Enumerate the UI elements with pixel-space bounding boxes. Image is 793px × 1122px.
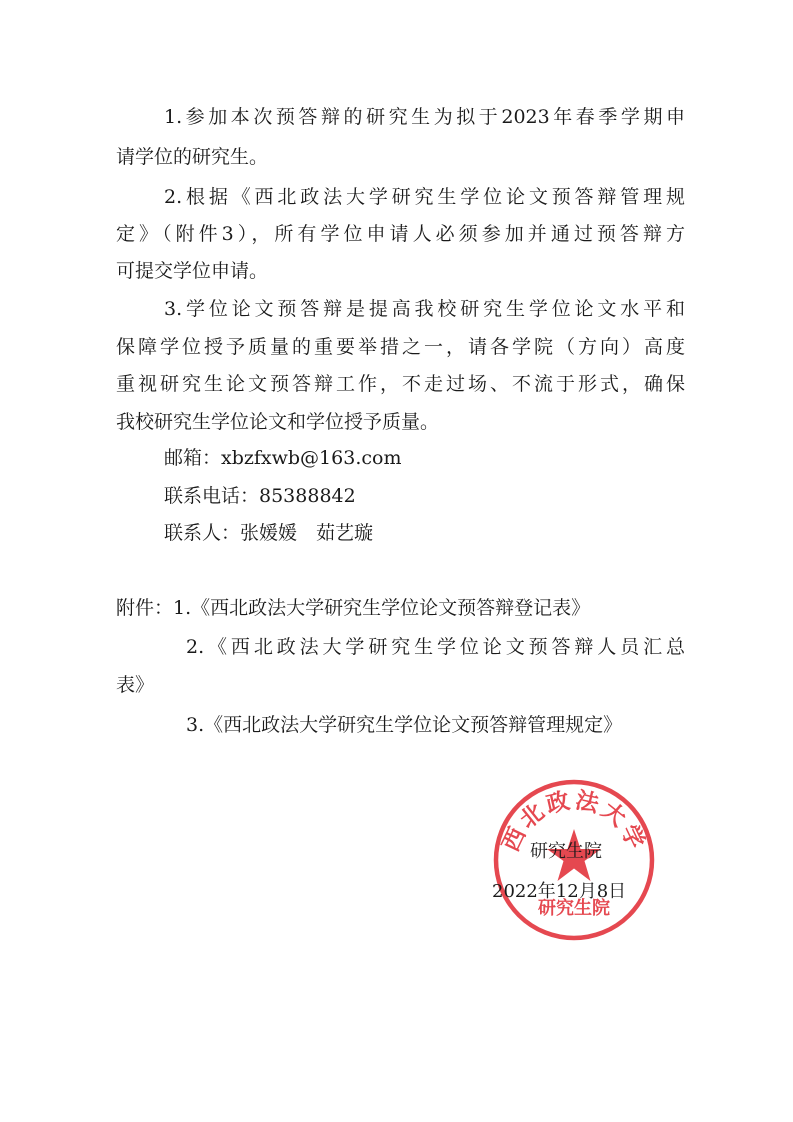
paragraph-1-line-1: 1.参加本次预答辩的研究生为拟于2023年春季学期申 <box>164 106 685 128</box>
attachment-2-line-2: 表》 <box>116 674 155 696</box>
paragraph-2-line-2: 定》（附件3），所有学位申请人必须参加并通过预答辩方 <box>116 223 685 245</box>
attachment-3: 3.《西北政法大学研究生学位论文预答辩管理规定》 <box>186 714 623 736</box>
contact-email: 邮箱：xbzfxwb@163.com <box>164 447 402 469</box>
contact-phone: 联系电话：85388842 <box>164 485 356 507</box>
paragraph-3-line-2: 保障学位授予质量的重要举措之一，请各学院（方向）高度 <box>116 336 685 358</box>
paragraph-3-line-1: 3.学位论文预答辩是提高我校研究生学位论文水平和 <box>164 298 685 320</box>
paragraph-1-line-2: 请学位的研究生。 <box>116 146 269 168</box>
svg-text:西北政法大学: 西北政法大学 <box>498 787 650 856</box>
signature-org: 研究生院 <box>530 841 602 862</box>
attachment-2-line-1: 2.《西北政法大学研究生学位论文预答辩人员汇总 <box>186 636 685 658</box>
attachment-1: 附件：1.《西北政法大学研究生学位论文预答辩登记表》 <box>116 597 591 619</box>
svg-text:研究生院: 研究生院 <box>538 898 610 919</box>
paragraph-2-line-1: 2.根据《西北政法大学研究生学位论文预答辩管理规 <box>164 186 685 208</box>
paragraph-3-line-4: 我校研究生学位论文和学位授予质量。 <box>116 411 440 433</box>
paragraph-3-line-3: 重视研究生论文预答辩工作，不走过场、不流于形式，确保 <box>116 373 685 395</box>
contact-person: 联系人：张媛媛 茹艺璇 <box>164 522 374 544</box>
paragraph-2-line-3: 可提交学位申请。 <box>116 260 269 282</box>
signature-date: 2022年12月8日 <box>492 881 627 902</box>
